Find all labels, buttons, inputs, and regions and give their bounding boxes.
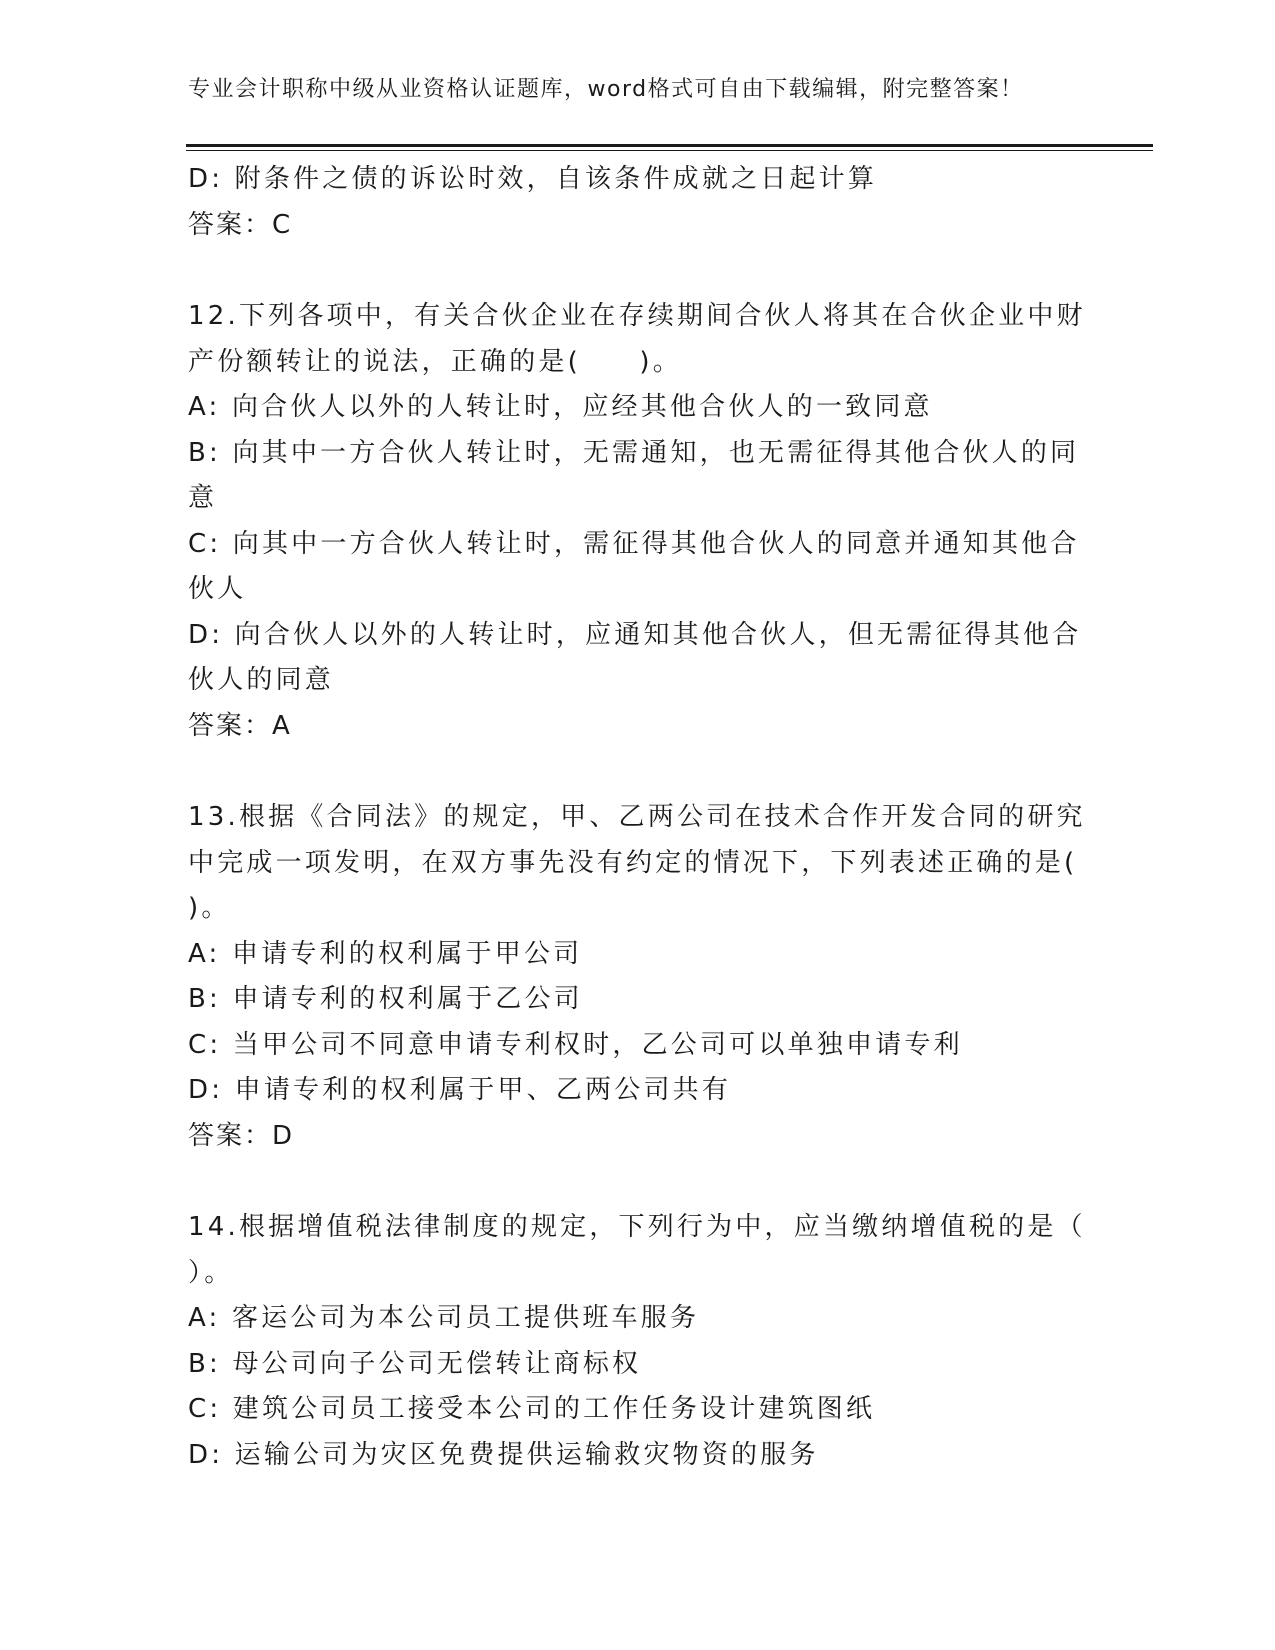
spacer [188, 749, 1088, 795]
lead-option-d: D: 附条件之债的诉讼时效，自该条件成就之日起计算 [188, 164, 878, 194]
option-c: C: 当甲公司不同意申请专利权时，乙公司可以单独申请专利 [188, 1029, 963, 1060]
lead-answer: 答案：C [188, 209, 293, 240]
question-stem-line: 12.下列各项中，有关合伙企业在存续期间合伙人将其在合伙企业中财 [188, 301, 1086, 331]
spacer [188, 1159, 1088, 1205]
question-stem-line: ）。 [188, 1257, 234, 1288]
header-rule-thick [186, 144, 1153, 147]
option-d: D: 申请专利的权利属于甲、乙两公司共有 [188, 1075, 732, 1105]
spacer [188, 248, 1088, 294]
option-c: C: 向其中一方合伙人转让时，需征得其他合伙人的同意并通知其他合 [188, 528, 1080, 559]
answer: 答案：A [188, 710, 292, 741]
answer: 答案：D [188, 1120, 295, 1151]
option-d: D: 运输公司为灾区免费提供运输救灾物资的服务 [188, 1439, 819, 1470]
page-header: 专业会计职称中级从业资格认证题库，word格式可自由下载编辑，附完整答案！ [188, 77, 1024, 102]
question-stem-line: 产份额转让的说法，正确的是( )。 [188, 346, 682, 377]
question-13 [188, 795, 1088, 1159]
question-12 [188, 294, 1088, 749]
option-d-cont: 伙人的同意 [188, 665, 335, 695]
question-stem-line: 中完成一项发明，在双方事先没有约定的情况下，下列表述正确的是( [188, 847, 1078, 878]
option-b-cont: 意 [188, 483, 218, 513]
option-d: D: 向合伙人以外的人转让时，应通知其他合伙人，但无需征得其他合 [188, 619, 1082, 650]
option-b: B: 申请专利的权利属于乙公司 [188, 984, 583, 1014]
option-c: C: 建筑公司员工接受本公司的工作任务设计建筑图纸 [188, 1394, 876, 1424]
question-stem-line: )。 [188, 893, 231, 923]
question-stem-line: 14.根据增值税法律制度的规定，下列行为中，应当缴纳增值税的是（ [188, 1212, 1086, 1242]
option-a: A: 客运公司为本公司员工提供班车服务 [188, 1303, 700, 1333]
option-a: A: 申请专利的权利属于甲公司 [188, 938, 583, 969]
header-rule-thin [186, 150, 1153, 151]
option-b: B: 向其中一方合伙人转让时，无需通知，也无需征得其他合伙人的同 [188, 437, 1080, 468]
option-a: A: 向合伙人以外的人转让时，应经其他合伙人的一致同意 [188, 392, 933, 422]
question-stem-line: 13.根据《合同法》的规定，甲、乙两公司在技术合作开发合同的研究 [188, 802, 1086, 832]
question-14 [188, 1205, 1088, 1478]
option-c-cont: 伙人 [188, 574, 247, 604]
document-body [188, 157, 1088, 1478]
option-b: B: 母公司向子公司无偿转让商标权 [188, 1348, 642, 1379]
